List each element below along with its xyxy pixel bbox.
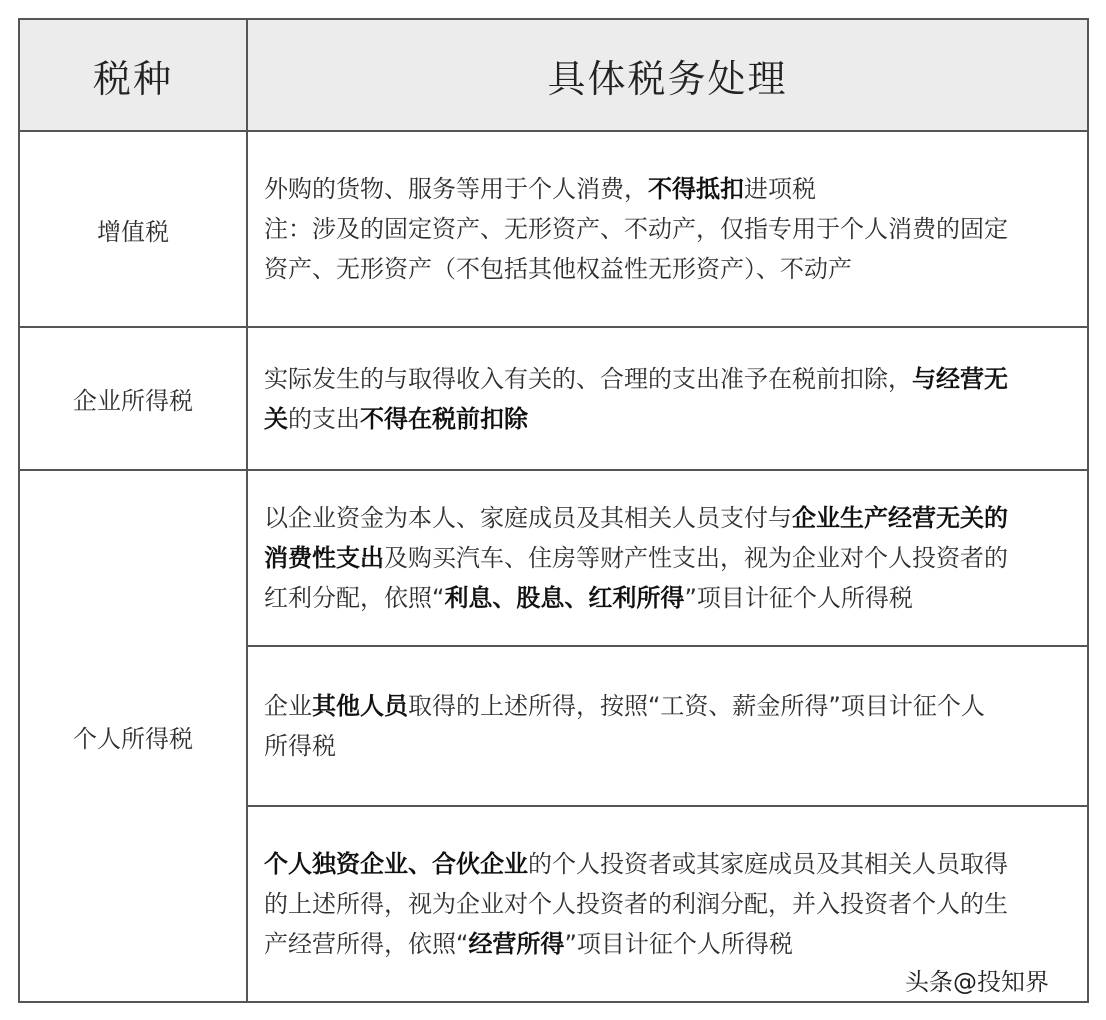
treatment-line [264, 359, 1075, 399]
treatment-line [264, 209, 1075, 249]
body-text: 的支出 [288, 404, 360, 433]
treatment-line [264, 498, 1075, 538]
tax-treatment-table [18, 18, 1089, 1003]
body-text: 及购买汽车、住房等财产性支出，视为企业对个人投资者的 [384, 544, 1008, 572]
body-text: 资产、无形资产（不包括其他权益性无形资产）、不动产 [264, 255, 852, 283]
emphasis-text: 个人独资企业、合伙企业 [264, 850, 528, 878]
body-text: 红利分配，依照“ [264, 584, 445, 612]
treatment-line [264, 726, 1075, 766]
treatment-line [264, 578, 1075, 618]
body-text: 进项税 [744, 175, 816, 203]
treatment-line [264, 399, 1075, 439]
body-text: 企业 [264, 692, 312, 720]
table-row [19, 327, 1088, 470]
body-text: 以企业资金为本人、家庭成员及其相关人员支付与 [264, 504, 792, 532]
body-text: 实际发生的与取得收入有关的、合理的支出准予在税前扣除， [264, 364, 912, 393]
treatment-line [264, 686, 1075, 726]
emphasis-text: 关 [264, 404, 288, 433]
treatment-vat [247, 131, 1088, 327]
emphasis-text: 不得抵扣 [648, 175, 744, 203]
watermark-prefix: 头条 [905, 968, 953, 996]
treatment-line [264, 924, 1075, 964]
watermark-name: 投知界 [977, 968, 1049, 996]
treatment-line [264, 844, 1075, 884]
emphasis-text: 消费性支出 [264, 544, 384, 572]
emphasis-text: 不得在税前扣除 [360, 404, 528, 433]
at-icon: @ [953, 968, 977, 996]
table-header-row [19, 19, 1088, 131]
treatment-pit-other-staff [247, 646, 1088, 806]
emphasis-text: 其他人员 [312, 692, 408, 720]
treatment-line [264, 169, 1075, 209]
watermark [905, 962, 1049, 997]
header-treatment: 具体税务处理 [247, 19, 1088, 131]
body-text: 外购的货物、服务等用于个人消费， [264, 175, 648, 203]
table-row [19, 131, 1088, 327]
treatment-line [264, 249, 1075, 289]
tax-type-pit: 个人所得税 [19, 470, 247, 1002]
header-tax-type: 税种 [19, 19, 247, 131]
body-text: 产经营所得，依照“ [264, 930, 469, 958]
table-row [19, 470, 1088, 646]
treatment-line [264, 884, 1075, 924]
emphasis-text: 利息、股息、红利所得 [444, 584, 685, 612]
emphasis-text: 经营所得 [468, 930, 565, 958]
body-text: 注：涉及的固定资产、无形资产、不动产，仅指专用于个人消费的固定 [264, 215, 1008, 243]
body-text: 所得税 [264, 732, 336, 760]
body-text: 取得的上述所得，按照“工资、薪金所得”项目计征个人 [408, 692, 985, 720]
body-text: ”项目计征个人所得税 [564, 930, 793, 958]
emphasis-text: 企业生产经营无关的 [792, 504, 1008, 532]
emphasis-text: 与经营无 [912, 364, 1008, 393]
body-text: 的上述所得，视为企业对个人投资者的利润分配，并入投资者个人的生 [264, 890, 1008, 918]
treatment-pit-investor [247, 470, 1088, 646]
treatment-line [264, 538, 1075, 578]
tax-type-vat: 增值税 [19, 131, 247, 327]
body-text: ”项目计征个人所得税 [684, 584, 913, 612]
tax-type-cit: 企业所得税 [19, 327, 247, 470]
treatment-cit [247, 327, 1088, 470]
body-text: 的个人投资者或其家庭成员及其相关人员取得 [528, 850, 1008, 878]
